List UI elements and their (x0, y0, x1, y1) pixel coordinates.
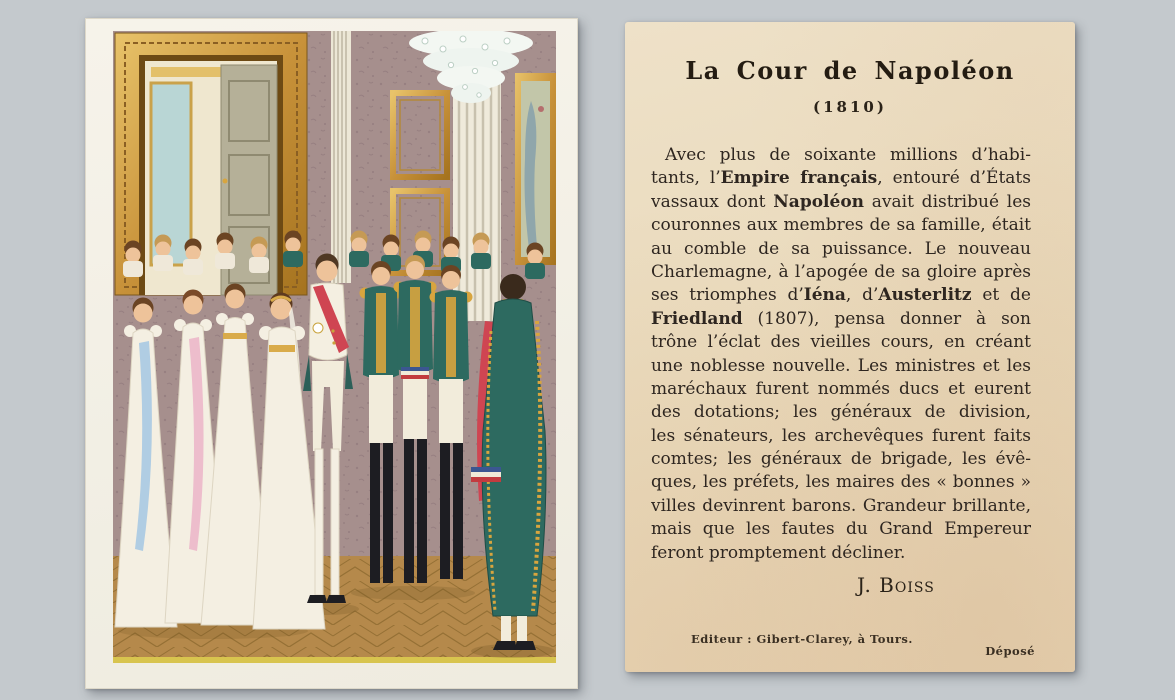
text-line: Charlemagne, à l’apogée de sa gloire après (651, 261, 1031, 282)
text-line: au comble de sa puissance. Le nouveau (651, 238, 1031, 259)
text-line: maréchaux furent nommés ducs et eurent (651, 378, 1031, 399)
text-line: feront promptement décliner. (651, 542, 906, 563)
text-line: Avec plus de soixante millions d’habi- (665, 145, 1031, 165)
text-line: les sénateurs, les archevêques furent faits (651, 425, 1031, 446)
card-title: La Cour de Napoléon (685, 56, 1015, 85)
text-line: mais que les fautes du Grand Empereur (651, 519, 1031, 540)
text-line: des dotations; les généraux de division, (651, 402, 1031, 423)
back-card-text-side (625, 22, 1075, 672)
narrow-pilaster (331, 31, 351, 283)
front-card-chromolithograph (85, 18, 578, 689)
card-text-block (651, 144, 1031, 565)
publisher-line: Editeur : Gibert-Clarey, à Tours. (691, 632, 913, 646)
author-signature: J. Boiss (857, 573, 935, 597)
napoleon-court-illustration (113, 31, 556, 663)
framed-painting (515, 73, 556, 265)
text-line: villes devinrent barons. Grandeur brillante, (651, 495, 1031, 516)
text-line: trône l’éclat des vieilles cours, en créant (651, 332, 1031, 353)
depose-mark: Déposé (985, 644, 1035, 658)
card-year: (1810) (813, 98, 887, 116)
text-line: tants, l’Empire français, entouré d’États (651, 168, 1031, 189)
text-line: ses triomphes d’Iéna, d’Austerlitz et de (651, 285, 1031, 306)
text-line: ques, les préfets, les maires des « bonnes » (651, 472, 1031, 493)
text-line: Friedland (1807), pensa donner à son (651, 308, 1031, 329)
text-line: une noblesse nouvelle. Les ministres et les (651, 355, 1031, 376)
gilded-door (115, 33, 307, 295)
text-line: couronnes aux membres de sa famille, était (651, 215, 1031, 236)
text-line: vassaux dont Napoléon avait distribué les (651, 191, 1031, 212)
text-line: comtes; les généraux de brigade, les évê- (651, 449, 1031, 470)
